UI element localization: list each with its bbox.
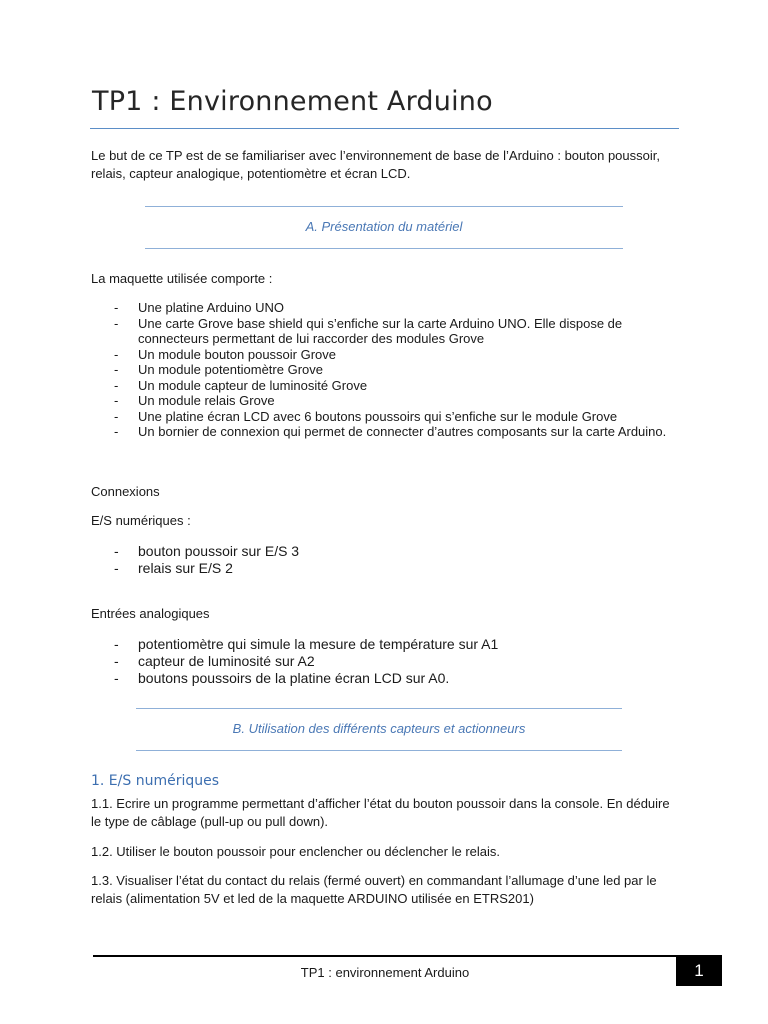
list-item: - Un module potentiomètre Grove [114,362,323,377]
page-number-text: 1 [694,960,704,980]
list-item: - Une carte Grove base shield qui s’enfiche sur la carte Arduino UNO. Elle dispose de connecteurs permettant de lui raccorder des modules Grove [114,315,623,346]
list-item: - Un bornier de connexion qui permet de connecter d’autres composants sur la carte Arduino. [114,424,667,439]
list-item: - Une platine écran LCD avec 6 boutons poussoirs qui s’enfiche sur le module Grove [114,408,618,424]
es-numeriques-list [91,543,681,577]
subsection-heading: 1. E/S numériques [91,773,220,789]
question-1-2: 1.2. Utiliser le bouton poussoir pour enclencher ou déclencher le relais. [91,844,501,859]
list-item: - Une platine Arduino UNO [114,300,284,315]
section-a-heading: A. Présentation du matériel [305,219,463,234]
page-number [676,955,722,986]
maquette-intro: La maquette utilisée comporte : [91,271,273,286]
footer-rule [93,955,677,957]
connexions-label: Connexions [91,484,160,499]
list-item: - boutons poussoirs de la platine écran LCD sur A0. [114,670,450,686]
list-item: - Un module relais Grove [114,393,275,408]
list-item: - relais sur E/S 2 [114,560,233,576]
entrees-analogiques-list [91,636,681,687]
es-numeriques-label: E/S numériques : [91,513,191,528]
footer-title: TP1 : environnement Arduino [300,965,470,980]
question-1-1: 1.1. Ecrire un programme permettant d’afficher l’état du bouton poussoir dans la console. En déduire le type de câblage (pull-up ou pull down). [91,796,670,829]
materiel-list [91,300,681,440]
list-item: - potentiomètre qui simule la mesure de température sur A1 [114,636,499,652]
intro-paragraph: Le but de ce TP est de se familiariser avec l’environnement de base de l’Arduino : bouton poussoir, relais, capteur analogique, potentiomètre et écran LCD. [91,148,660,181]
section-a-bottom-rule [145,248,623,249]
list-item: - Un module capteur de luminosité Grove [114,377,368,393]
section-a-top-rule [145,206,623,207]
list-item: - bouton poussoir sur E/S 3 [114,543,300,559]
section-b-heading: B. Utilisation des différents capteurs et actionneurs [232,721,526,736]
question-1-3: 1.3. Visualiser l’état du contact du relais (fermé ouvert) en commandant l’allumage d’une led par le relais (alimentation 5V et led de la maquette ARDUINO utilisée en ETRS201) [91,873,657,906]
title-underline [90,128,679,129]
page-title: TP1 : Environnement Arduino [92,86,493,117]
section-b-top-rule [136,708,622,709]
list-item: - capteur de luminosité sur A2 [114,653,315,669]
entrees-analogiques-label: Entrées analogiques [91,606,210,621]
section-b-bottom-rule [136,750,622,751]
list-item: - Un module bouton poussoir Grove [114,346,337,362]
